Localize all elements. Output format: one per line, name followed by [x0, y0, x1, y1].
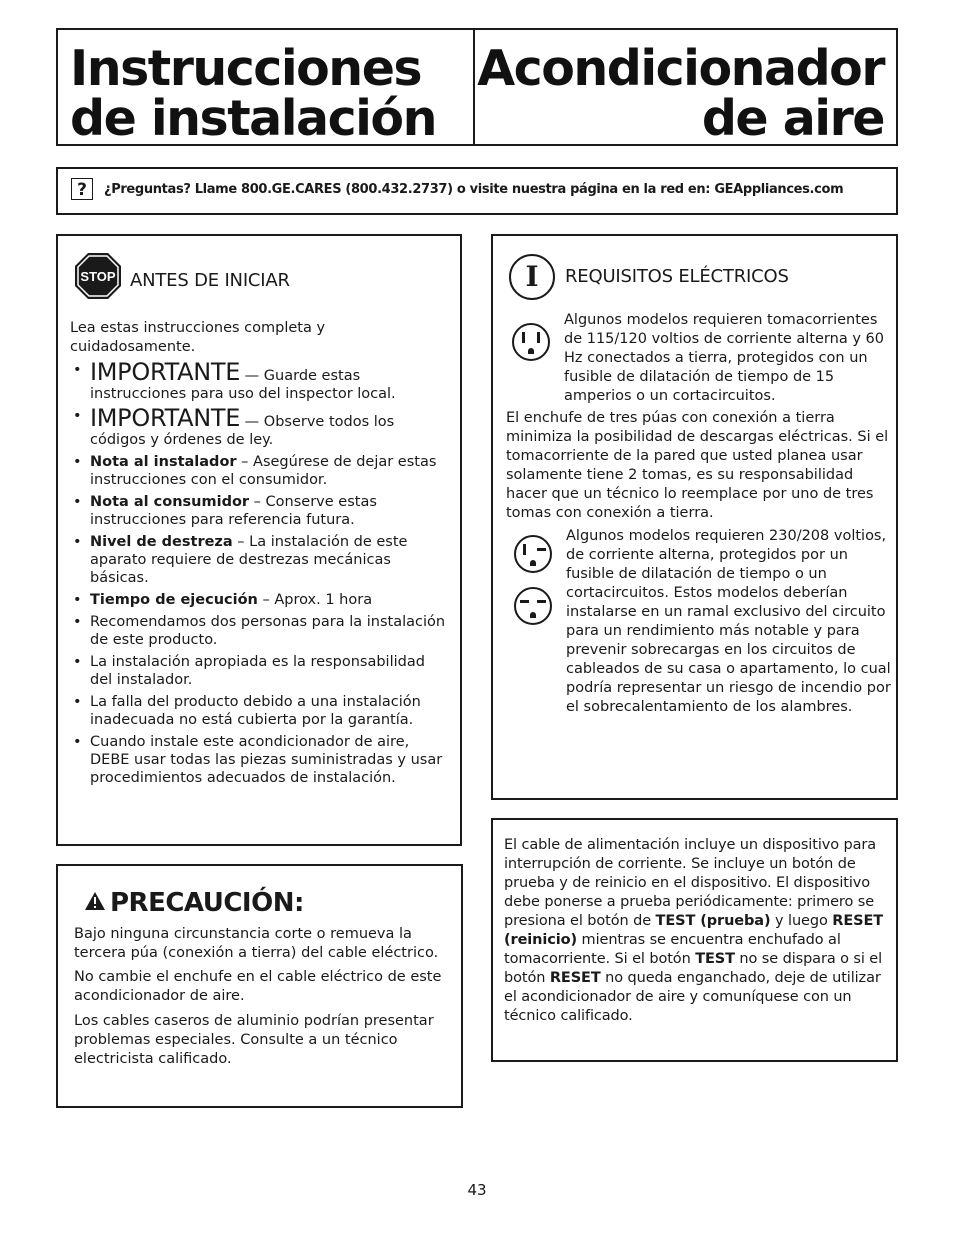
- page-title-instrucciones: Instrucciones de instalación: [70, 40, 436, 147]
- header-left-panel: [56, 28, 475, 146]
- antes-item-text: Cuando instale este acondicionador de aire, DEBE usar todas las piezas suministradas y usar procedimientos adecuados de instalación.: [90, 734, 443, 786]
- questions-text: ¿Preguntas? Llame 800.GE.CARES (800.432.2737) o visite nuestra página en la red en: GEAppliances.com: [104, 182, 844, 197]
- antes-item-lead: Nivel de destreza: [90, 534, 233, 550]
- section-title-antes: ANTES DE INICIAR: [130, 270, 290, 291]
- section-title-requisitos: REQUISITOS ELÉCTRICOS: [565, 266, 789, 287]
- page-title-acondicionador: Acondicionador de aire: [477, 40, 884, 147]
- section-title-precaucion: PRECAUCIÓN:: [110, 888, 304, 918]
- outlet-230v-icon-1: [513, 534, 553, 574]
- antes-item-text: La instalación apropiada es la responsabilidad del instalador.: [90, 654, 425, 688]
- antes-list-item: [70, 358, 450, 403]
- antes-list: [70, 358, 450, 791]
- outlet-115v-icon: [511, 322, 551, 362]
- requisitos-paragraph-3: Algunos modelos requieren 230/208 voltios, de corriente alterna, protegidos por un fusible de dilatación de tiempo o un cortacircuitos. Estos modelos deberían instalarse en un ramal exclusivo del circuito para un rendimiento más notable y para prevenir sobrecargas en los circuitos de cableados de su casa o apartamento, lo cual podría representar un riesgo de incendio por el sobrecalentamiento de los alambres.: [566, 528, 891, 715]
- antes-item-lead: IMPORTANTE: [90, 404, 241, 432]
- antes-item-text: — Guarde estas instrucciones para uso del inspector local.: [90, 368, 396, 402]
- antes-list-item: [70, 613, 450, 649]
- antes-intro: Lea estas instrucciones completa y cuidadosamente.: [70, 320, 326, 355]
- antes-item-text: – Aprox. 1 hora: [257, 592, 373, 608]
- antes-list-item: [70, 653, 450, 689]
- antes-list-item: [70, 733, 450, 787]
- antes-list-item: [70, 453, 450, 489]
- reset-button-label: RESET (reinicio): [504, 913, 884, 948]
- precaucion-section: [56, 864, 463, 1108]
- antes-item-lead: Tiempo de ejecución: [90, 592, 258, 608]
- antes-list-item: [70, 591, 450, 609]
- antes-item-lead: Nota al consumidor: [90, 494, 250, 510]
- info-icon: I: [509, 254, 555, 300]
- antes-item-text: – Conserve estas instrucciones para referencia futura.: [90, 494, 377, 528]
- requisitos-paragraph-1: Algunos modelos requieren tomacorrientes de 115/120 voltios de corriente alterna y 60 Hz conectados a tierra, protegidos con un fusible de dilatación de tiempo de 15 amperios o un cortacircuitos.: [564, 312, 884, 404]
- antes-item-text: – La instalación de este aparato requiere de destrezas mecánicas básicas.: [90, 534, 408, 586]
- antes-item-text: – Asegúrese de dejar estas instrucciones con el consumidor.: [90, 454, 437, 488]
- antes-list-item: [70, 404, 450, 449]
- antes-item-text: La falla del producto debido a una instalación inadecuada no está cubierta por la garantía.: [90, 694, 421, 728]
- warning-triangle-icon: [84, 891, 106, 911]
- precaucion-paragraph-2: No cambie el enchufe en el cable eléctrico de este acondicionador de aire.: [74, 969, 442, 1004]
- antes-item-lead: IMPORTANTE: [90, 358, 241, 386]
- page-number: 43: [467, 1181, 487, 1199]
- header-right-panel: [473, 28, 898, 146]
- antes-list-item: [70, 533, 450, 587]
- question-mark-icon: ?: [71, 178, 93, 200]
- stop-sign-icon: [74, 252, 122, 300]
- cable-paragraph: El cable de alimentación incluye un dispositivo para interrupción de corriente. Se incluye un botón de prueba y de reinicio en el dispositivo. El dispositivo debe ponerse a prueba periódicamente: primero se presiona el botón de TEST (prueba) y luego RESET (reinicio) mientras se encuentra enchufado al tomacorriente. Si el botón TEST no se dispara o si el botón RESET no queda enganchado, deje de utilizar el acondicionador de aire y comuníquese con un técnico calificado.: [504, 837, 884, 1024]
- requisitos-paragraph-2: El enchufe de tres púas con conexión a tierra minimiza la posibilidad de descargas eléctricas. Si el tomacorriente de la pared que usted planea usar solamente tiene 2 tomas, es su responsabilidad hacer que un técnico lo reemplace por uno de tres tomas con conexión a tierra.: [506, 410, 889, 521]
- outlet-230v-icon-2: [513, 586, 553, 626]
- antes-list-item: [70, 693, 450, 729]
- svg-text:STOP: STOP: [80, 269, 116, 284]
- antes-item-lead: Nota al instalador: [90, 454, 237, 470]
- test-button-label: TEST (prueba): [655, 913, 771, 929]
- cable-alimentacion-section: [491, 818, 898, 1062]
- questions-bar: [56, 167, 898, 215]
- antes-de-iniciar-section: [56, 234, 462, 846]
- antes-item-text: — Observe todos los códigos y órdenes de ley.: [90, 414, 395, 448]
- requisitos-electricos-section: [491, 234, 898, 800]
- precaucion-paragraph-1: Bajo ninguna circunstancia corte o remueva la tercera púa (conexión a tierra) del cable eléctrico.: [74, 926, 439, 961]
- precaucion-paragraph-3: Los cables caseros de aluminio podrían presentar problemas especiales. Consulte a un técnico electricista calificado.: [74, 1013, 434, 1067]
- antes-list-item: [70, 493, 450, 529]
- antes-item-text: Recomendamos dos personas para la instalación de este producto.: [90, 614, 446, 648]
